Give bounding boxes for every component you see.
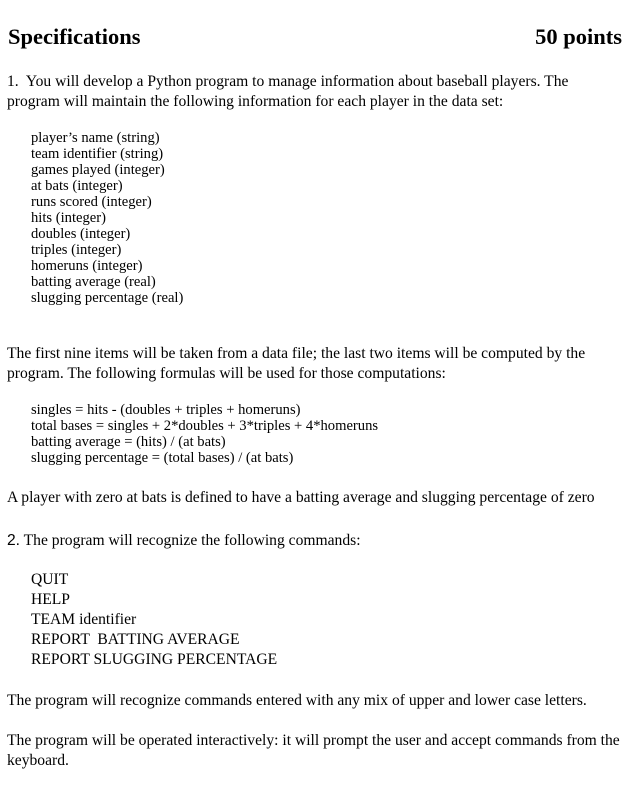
interactive-note: The program will be operated interactively: it will prompt the user and accept commands from the keyboard. — [7, 732, 620, 769]
list-item: at bats (integer) — [31, 178, 123, 194]
list-item: QUIT — [31, 571, 69, 588]
computed-items-paragraph: The first nine items will be taken from a data file; the last two items will be computed by the program. The following formulas will be used for those computations: — [7, 345, 586, 382]
case-insensitive-note: The program will recognize commands entered with any mix of upper and lower case letters. — [7, 692, 587, 709]
list-item: games played (integer) — [31, 162, 165, 178]
list-item: REPORT SLUGGING PERCENTAGE — [31, 651, 278, 668]
section-title: Specifications — [8, 24, 141, 49]
list-item: slugging percentage (real) — [31, 290, 184, 306]
item-2-number: 2. — [7, 532, 21, 549]
list-item: runs scored (integer) — [31, 194, 152, 210]
list-item: singles = hits - (doubles + triples + homeruns) — [31, 402, 301, 418]
list-item: TEAM identifier — [31, 611, 137, 628]
list-item: total bases = singles + 2*doubles + 3*triples + 4*homeruns — [31, 418, 379, 434]
zero-at-bats-note: A player with zero at bats is defined to have a batting average and slugging percentage of zero — [7, 489, 595, 506]
player-fields-list — [31, 130, 183, 306]
list-item: doubles (integer) — [31, 226, 131, 242]
item-2-intro: The program will recognize the following commands: — [23, 532, 361, 549]
item-2-paragraph — [7, 531, 621, 551]
list-item: batting average (real) — [31, 274, 156, 290]
list-item: homeruns (integer) — [31, 258, 143, 274]
list-item: player’s name (string) — [31, 130, 160, 146]
item-1-intro: You will develop a Python program to manage information about baseball players. The program will maintain the following information for each player in the data set: — [7, 73, 569, 110]
commands-list — [31, 570, 277, 670]
formulas-list — [31, 402, 378, 466]
list-item: hits (integer) — [31, 210, 106, 226]
list-item: REPORT BATTING AVERAGE — [31, 631, 240, 648]
page-header — [8, 24, 622, 54]
item-1-paragraph — [7, 72, 621, 112]
list-item: slugging percentage = (total bases) / (at bats) — [31, 450, 294, 466]
points-label: 50 points — [535, 24, 622, 49]
list-item: team identifier (string) — [31, 146, 164, 162]
item-1-number: 1. — [7, 73, 19, 90]
list-item: HELP — [31, 591, 70, 608]
list-item: batting average = (hits) / (at bats) — [31, 434, 226, 450]
list-item: triples (integer) — [31, 242, 122, 258]
